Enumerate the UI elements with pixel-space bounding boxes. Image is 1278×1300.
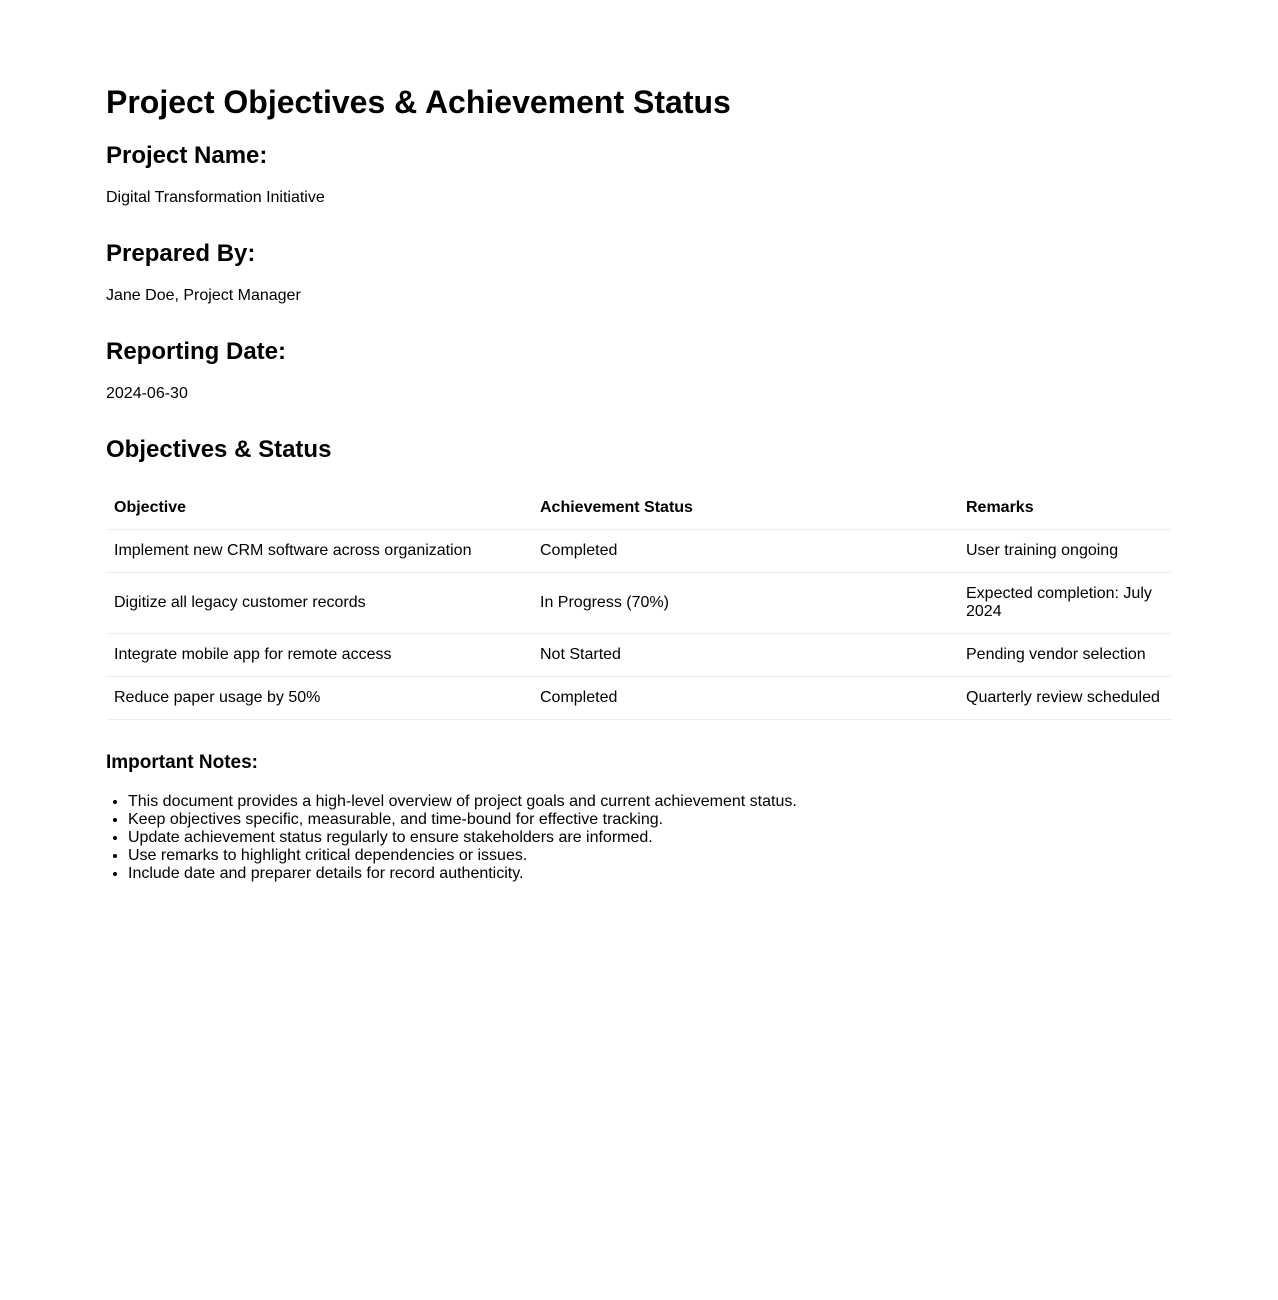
prepared-by-heading: Prepared By:	[106, 240, 256, 267]
status-cell: Completed	[532, 677, 958, 720]
objective-cell: Reduce paper usage by 50%	[106, 677, 532, 720]
remarks-cell: User training ongoing	[958, 530, 1172, 573]
table-header-row	[106, 487, 1172, 530]
remarks-cell: Expected completion: July 2024	[958, 573, 1172, 634]
page-title: Project Objectives & Achievement Status	[106, 84, 731, 120]
table-row	[106, 530, 1172, 573]
status-cell: Completed	[532, 530, 958, 573]
project-name-heading: Project Name:	[106, 142, 268, 169]
prepared-by-value: Jane Doe, Project Manager	[106, 287, 301, 304]
objective-cell: Digitize all legacy customer records	[106, 573, 532, 634]
column-header-objective: Objective	[106, 487, 532, 530]
status-cell: In Progress (70%)	[532, 573, 958, 634]
column-header-remarks: Remarks	[958, 487, 1172, 530]
reporting-date-value: 2024-06-30	[106, 385, 188, 402]
objective-cell: Implement new CRM software across organization	[106, 530, 532, 573]
remarks-cell: Pending vendor selection	[958, 634, 1172, 677]
notes-heading: Important Notes:	[106, 752, 258, 773]
objective-cell: Integrate mobile app for remote access	[106, 634, 532, 677]
notes-list	[106, 793, 797, 883]
table-row	[106, 677, 1172, 720]
table-row	[106, 634, 1172, 677]
note-item: • Include date and preparer details for record authenticity.	[128, 865, 797, 883]
note-item: • Keep objectives specific, measurable, and time-bound for effective tracking.	[128, 811, 797, 829]
note-item: • Use remarks to highlight critical dependencies or issues.	[128, 847, 797, 865]
objectives-heading: Objectives & Status	[106, 436, 332, 463]
remarks-cell: Quarterly review scheduled	[958, 677, 1172, 720]
note-item: • This document provides a high-level overview of project goals and current achievement status.	[128, 793, 797, 811]
objectives-table	[106, 487, 1172, 720]
note-item: • Update achievement status regularly to ensure stakeholders are informed.	[128, 829, 797, 847]
project-name-value: Digital Transformation Initiative	[106, 189, 325, 206]
column-header-achievement-status: Achievement Status	[532, 487, 958, 530]
table-row	[106, 573, 1172, 634]
status-cell: Not Started	[532, 634, 958, 677]
reporting-date-heading: Reporting Date:	[106, 338, 286, 365]
